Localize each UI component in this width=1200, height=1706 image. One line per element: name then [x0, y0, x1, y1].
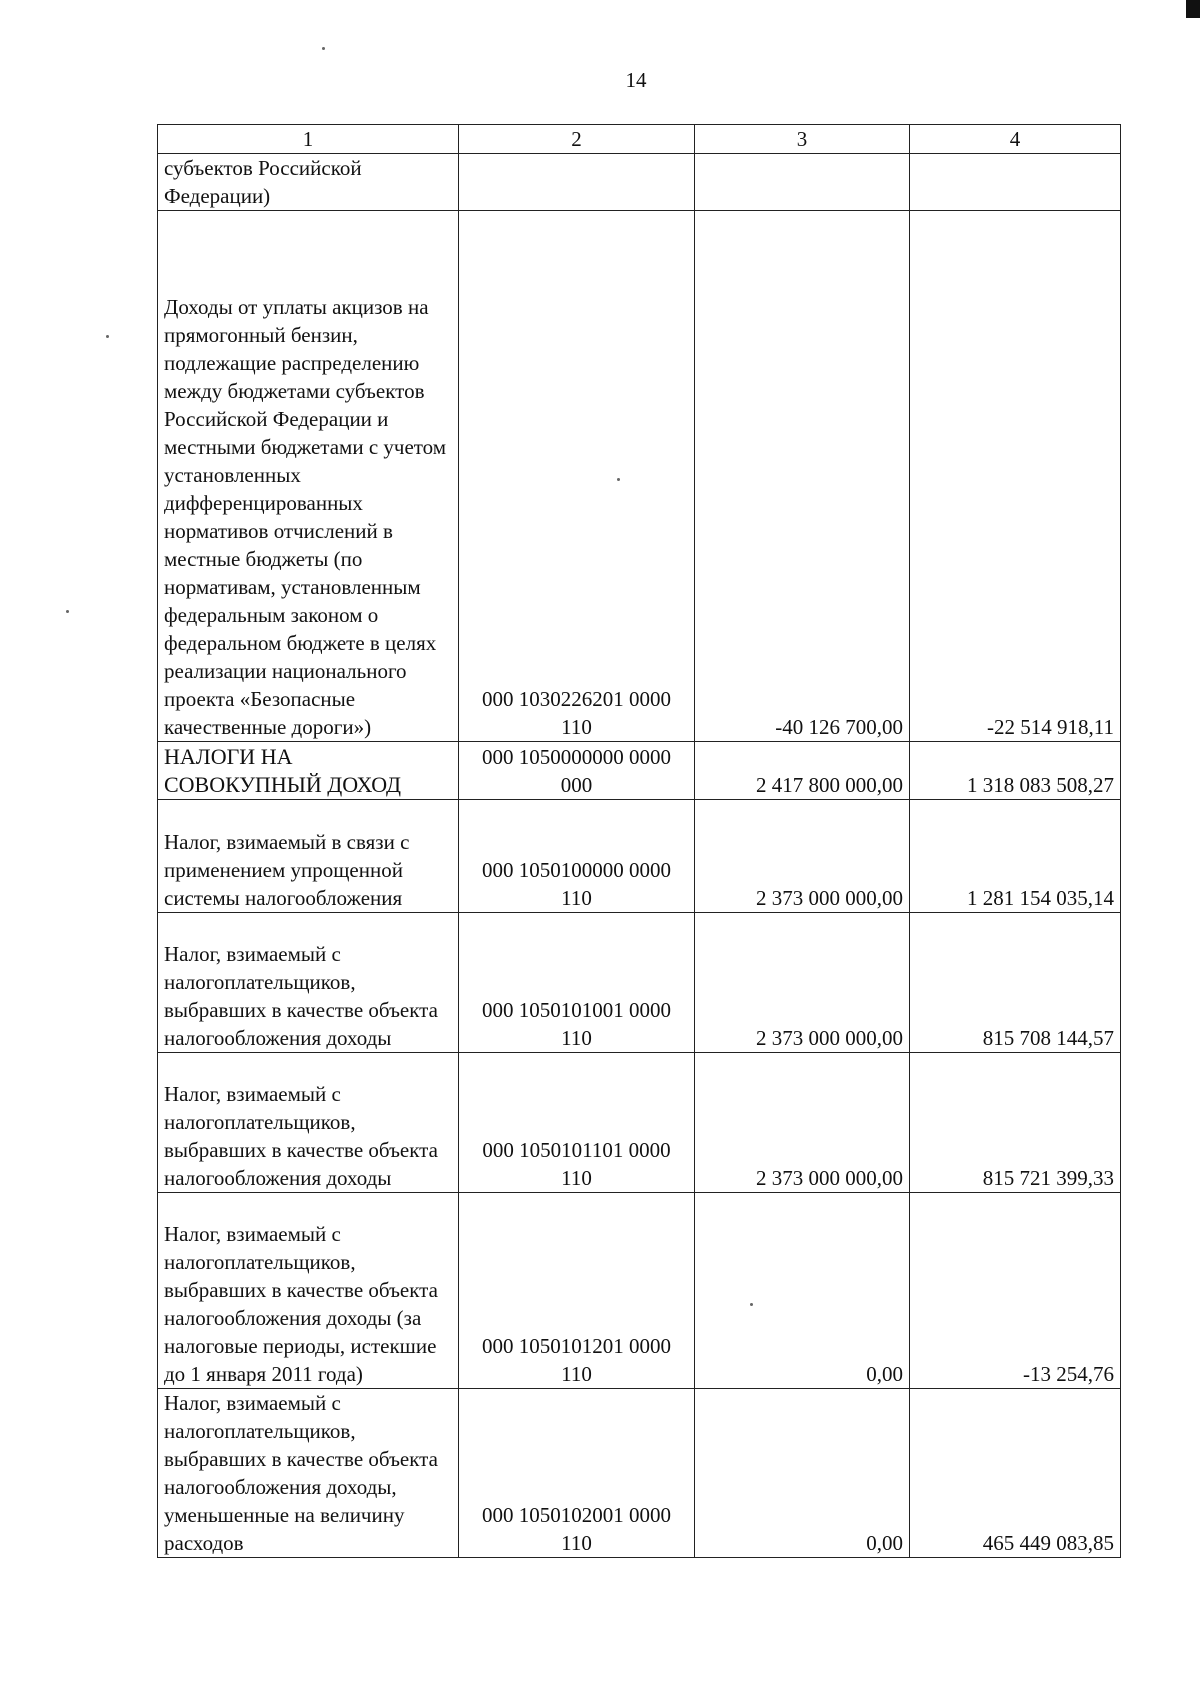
row-fact: 815 721 399,33 [910, 1053, 1121, 1193]
row-plan: 2 373 000 000,00 [695, 913, 910, 1053]
scan-speck [322, 47, 325, 50]
row-code: 000 1050102001 0000 110 [459, 1389, 695, 1558]
row-code [459, 154, 695, 211]
row-fact: -22 514 918,11 [910, 211, 1121, 742]
row-name: НАЛОГИ НА СОВОКУПНЫЙ ДОХОД [158, 742, 459, 800]
table-row [158, 1053, 1121, 1193]
table-header-row [158, 125, 1121, 154]
row-name: субъектов Российской Федерации) [158, 154, 459, 211]
scan-corner-mark [1186, 0, 1200, 18]
row-fact: 1 318 083 508,27 [910, 742, 1121, 800]
row-fact: 465 449 083,85 [910, 1389, 1121, 1558]
column-header-1: 1 [158, 125, 459, 154]
column-header-4: 4 [910, 125, 1121, 154]
table-row [158, 211, 1121, 742]
row-name: Налог, взимаемый с налогоплательщиков, выбравших в качестве объекта налогообложения доходы (за налоговые периоды, истекшие до 1 января 2011 года) [158, 1193, 459, 1389]
row-fact: 815 708 144,57 [910, 913, 1121, 1053]
row-code: 000 1030226201 0000 110 [459, 211, 695, 742]
table-row [158, 742, 1121, 800]
row-plan: 2 417 800 000,00 [695, 742, 910, 800]
row-fact: -13 254,76 [910, 1193, 1121, 1389]
column-header-2: 2 [459, 125, 695, 154]
row-code: 000 1050101001 0000 110 [459, 913, 695, 1053]
row-plan: -40 126 700,00 [695, 211, 910, 742]
table-row [158, 913, 1121, 1053]
scan-speck [106, 335, 109, 338]
row-name: Налог, взимаемый с налогоплательщиков, выбравших в качестве объекта налогообложения доходы, уменьшенные на величину расходов [158, 1389, 459, 1558]
row-name: Доходы от уплаты акцизов на прямогонный бензин, подлежащие распределению между бюджетами субъектов Российской Федерации и местными бюджетами с учетом установленных дифференцированных нормативов отчислений в местные бюджеты (по нормативам, установленным федеральным законом о федеральном бюджете в целях реализации национального проекта «Безопасные качественные дороги») [158, 211, 459, 742]
table-row [158, 1193, 1121, 1389]
row-name: Налог, взимаемый с налогоплательщиков, выбравших в качестве объекта налогообложения доходы [158, 913, 459, 1053]
row-plan: 0,00 [695, 1193, 910, 1389]
row-name: Налог, взимаемый с налогоплательщиков, выбравших в качестве объекта налогообложения доходы [158, 1053, 459, 1193]
row-plan: 0,00 [695, 1389, 910, 1558]
table-row [158, 1389, 1121, 1558]
row-code: 000 1050100000 0000 110 [459, 800, 695, 913]
row-code: 000 1050000000 0000 000 [459, 742, 695, 800]
budget-table [157, 124, 1121, 1558]
column-header-3: 3 [695, 125, 910, 154]
table-row [158, 800, 1121, 913]
row-plan [695, 154, 910, 211]
scan-speck [750, 1303, 753, 1306]
row-code: 000 1050101201 0000 110 [459, 1193, 695, 1389]
row-plan: 2 373 000 000,00 [695, 1053, 910, 1193]
scan-speck [617, 478, 620, 481]
row-fact: 1 281 154 035,14 [910, 800, 1121, 913]
row-plan: 2 373 000 000,00 [695, 800, 910, 913]
row-code: 000 1050101101 0000 110 [459, 1053, 695, 1193]
row-name: Налог, взимаемый в связи с применением упрощенной системы налогообложения [158, 800, 459, 913]
row-fact [910, 154, 1121, 211]
scan-speck [66, 610, 69, 613]
table-row [158, 154, 1121, 211]
page-number: 14 [625, 68, 647, 92]
